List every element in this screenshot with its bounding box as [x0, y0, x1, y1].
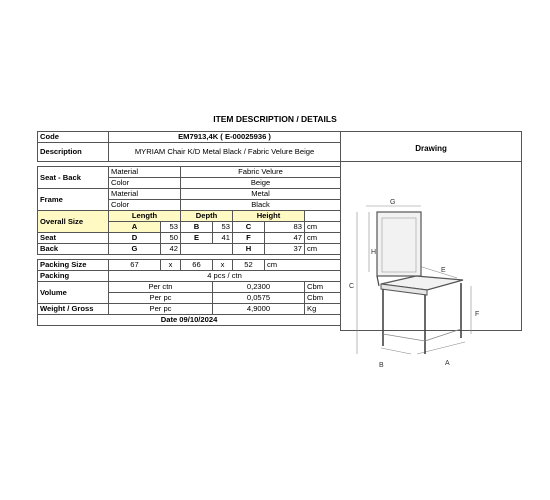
code-value: EM7913,4K ( E-00025936 ) [109, 132, 341, 143]
dim-d-value: 50 [161, 233, 181, 244]
packing-size-label: Packing Size [38, 260, 109, 271]
drawing-label-h: H [371, 249, 377, 256]
height-header: Height [233, 211, 305, 222]
drawing-header [341, 132, 522, 162]
dim-b-letter: B [181, 222, 213, 233]
drawing-label-f: F [475, 311, 480, 318]
packing-x1: x [161, 260, 181, 271]
dim-d-letter: D [109, 233, 161, 244]
description-value: MYRIAM Chair K/D Metal Black / Fabric Velure Beige [109, 143, 341, 162]
dim-f-letter: F [233, 233, 265, 244]
seat-back-material: Fabric Velure [181, 167, 341, 178]
volume-ctn-unit: Cbm [305, 282, 341, 293]
drawing-label-e: E [441, 267, 446, 274]
packing-x2: x [213, 260, 233, 271]
weight-value: 4,9000 [213, 304, 305, 315]
back-label: Back [38, 244, 109, 255]
packing-height: 52 [233, 260, 265, 271]
chair-back-post [377, 276, 379, 286]
drawing-label-g: G [390, 199, 396, 206]
dim-h-letter: H [233, 244, 265, 255]
drawing-label-a: A [445, 360, 450, 367]
volume-per-pc-label: Per pc [109, 293, 213, 304]
frame-label: Frame [38, 189, 109, 211]
volume-pc-unit: Cbm [305, 293, 341, 304]
weight-unit: Kg [305, 304, 341, 315]
dim-e-value: 41 [213, 233, 233, 244]
seat-back-color-label: Color [109, 178, 181, 189]
seat-back-label: Seat - Back [38, 167, 109, 189]
volume-per-pc-value: 0,0575 [213, 293, 305, 304]
chair-drawing [341, 194, 522, 369]
dim-f-value: 47 [265, 233, 305, 244]
dim-c-value: 83 [265, 222, 305, 233]
date-stamp: Date 09/10/2024 [38, 315, 341, 326]
frame-material: Metal [181, 189, 341, 200]
dim-e-letter: E [181, 233, 213, 244]
page-title: ITEM DESCRIPTION / DETAILS [213, 114, 337, 124]
chair-backrest [377, 212, 421, 276]
packing-length: 67 [109, 260, 161, 271]
seat-unit: cm [305, 233, 341, 244]
back-unit: cm [305, 244, 341, 255]
drawing-title: Drawing [415, 144, 447, 153]
volume-per-ctn-value: 0,2300 [213, 282, 305, 293]
dim-a-value: 53 [161, 222, 181, 233]
volume-per-ctn-label: Per ctn [109, 282, 213, 293]
dim-a-letter: A [109, 222, 161, 233]
volume-label: Volume [38, 282, 109, 304]
frame-color: Black [181, 200, 341, 211]
spec-table [37, 131, 522, 369]
seat-label: Seat [38, 233, 109, 244]
chair-stretcher-front [383, 334, 425, 341]
description-label: Description [38, 143, 109, 162]
chair-stretcher-side [425, 329, 461, 341]
packing-label: Packing [38, 271, 109, 282]
code-row [38, 132, 522, 143]
frame-material-label: Material [109, 189, 181, 200]
seat-back-material-label: Material [109, 167, 181, 178]
frame-color-label: Color [109, 200, 181, 211]
dim-g-value: 42 [161, 244, 181, 255]
overall-unit: cm [305, 222, 341, 233]
weight-label: Weight / Gross [38, 304, 109, 315]
drawing-label-b: B [379, 362, 384, 369]
drawing-cell [341, 162, 522, 369]
dim-h-value: 37 [265, 244, 305, 255]
weight-per-pc-label: Per pc [109, 304, 213, 315]
packing-width: 66 [181, 260, 213, 271]
dim-c-letter: C [233, 222, 265, 233]
packing-value: 4 pcs / ctn [109, 271, 341, 282]
code-label: Code [38, 132, 109, 143]
dim-b-value: 53 [213, 222, 233, 233]
depth-header: Depth [181, 211, 233, 222]
length-header: Length [109, 211, 181, 222]
dim-g-letter: G [109, 244, 161, 255]
dim-b-line [381, 348, 411, 354]
overall-size-label: Overall Size [38, 211, 109, 233]
seat-back-color: Beige [181, 178, 341, 189]
packing-unit: cm [265, 260, 341, 271]
drawing-label-c: C [349, 283, 355, 290]
